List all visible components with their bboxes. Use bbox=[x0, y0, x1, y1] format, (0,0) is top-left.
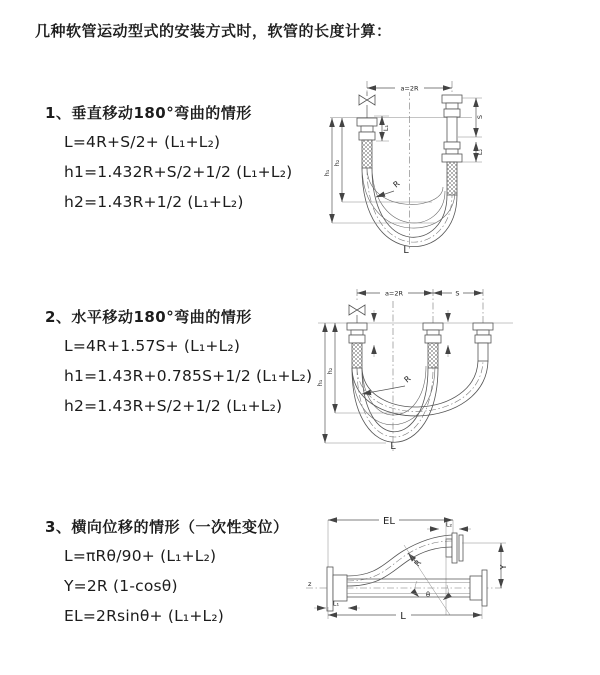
length-label: L bbox=[390, 441, 396, 452]
dim-a2r-label: a=2R bbox=[384, 289, 404, 298]
section-1-formula-h1: h1=1.432R+S/2+1/2 (L₁+L₂) bbox=[64, 163, 293, 181]
section-1-formula-L: L=4R+S/2+ (L₁+L₂) bbox=[64, 133, 221, 151]
dim-el bbox=[328, 514, 453, 567]
dim-s-label: S bbox=[455, 289, 460, 298]
middle-hose-braid bbox=[428, 343, 438, 368]
section-3-formula-L: L=πRθ/90+ (L₁+L₂) bbox=[64, 547, 217, 565]
dim-l2-label: L₂ bbox=[445, 520, 453, 529]
section-2-heading: 2、水平移动180°弯曲的情形 bbox=[45, 308, 252, 326]
dim-l1-label: L₁ bbox=[382, 124, 390, 132]
radius-callout bbox=[362, 374, 413, 394]
dim-l2 bbox=[462, 142, 484, 162]
dim-el-label: EL bbox=[383, 516, 395, 527]
dim-l1-label: L₁ bbox=[332, 599, 340, 608]
dim-h2-label: h₂ bbox=[333, 159, 341, 167]
middle-flange bbox=[423, 323, 443, 368]
section-3-formula-EL: EL=2Rsinθ+ (L₁+L₂) bbox=[64, 607, 225, 625]
dim-a2r bbox=[357, 289, 433, 298]
upper-flange bbox=[446, 533, 463, 563]
dim-l2-label: L₂ bbox=[476, 148, 484, 156]
section-3 bbox=[0, 516, 310, 631]
dim-l2 bbox=[427, 521, 471, 530]
construction-line bbox=[404, 545, 450, 615]
page-title: 几种软管运动型式的安装方式时，软管的长度计算： bbox=[35, 22, 392, 40]
right-hose-braid bbox=[447, 162, 457, 195]
section-3-heading: 3、横向位移的情形（一次性变位） bbox=[45, 518, 289, 536]
dim-s bbox=[433, 289, 483, 298]
left-hose-braid bbox=[352, 343, 362, 368]
centerlines bbox=[367, 81, 452, 251]
dim-a2r-label: a=2R bbox=[400, 84, 419, 93]
right-flange bbox=[473, 323, 493, 361]
hose-s-curve bbox=[347, 535, 452, 586]
length-label: L bbox=[403, 245, 409, 256]
valve-icon bbox=[359, 92, 375, 118]
right-flange bbox=[470, 570, 487, 606]
section-2-formula-h2: h2=1.43R+S/2+1/2 (L₁+L₂) bbox=[64, 397, 283, 415]
radius-label: R bbox=[391, 179, 402, 190]
diagram-lateral-displacement bbox=[300, 503, 600, 658]
section-3-formula-Y: Y=2R (1-cosθ) bbox=[64, 577, 178, 595]
dim-a2r bbox=[367, 84, 452, 93]
dim-l-label: L bbox=[400, 611, 406, 622]
left-hose-braid bbox=[362, 140, 372, 168]
section-2 bbox=[0, 306, 313, 421]
dim-h2-label: h₂ bbox=[326, 367, 334, 375]
centerline-mark: z bbox=[308, 580, 312, 588]
dim-h1 bbox=[323, 118, 436, 223]
dim-s-label: S bbox=[476, 114, 484, 120]
dim-l1 bbox=[314, 600, 360, 609]
section-1-heading: 1、垂直移动180°弯曲的情形 bbox=[45, 104, 252, 122]
left-flange bbox=[357, 118, 377, 140]
hose-curves-wide bbox=[352, 361, 488, 416]
right-pipe-assembly bbox=[442, 95, 462, 195]
section-2-formula-h1: h1=1.43R+0.785S+1/2 (L₁+L₂) bbox=[64, 367, 313, 385]
radius-label: R bbox=[402, 374, 413, 385]
dim-l bbox=[328, 606, 482, 622]
section-1 bbox=[0, 102, 310, 217]
valve-icon bbox=[349, 305, 365, 323]
diagram-vertical-180-bend bbox=[310, 75, 600, 260]
section-2-formula-L: L=4R+1.57S+ (L₁+L₂) bbox=[64, 337, 241, 355]
diagram-horizontal-180-bend bbox=[308, 283, 600, 455]
dim-h1-label: h₁ bbox=[323, 169, 331, 177]
left-flange bbox=[347, 323, 367, 368]
radius-callout bbox=[408, 553, 423, 568]
section-1-formula-h2: h2=1.43R+1/2 (L₁+L₂) bbox=[64, 193, 244, 211]
radius-label: R bbox=[412, 558, 424, 569]
centerlines bbox=[357, 289, 483, 451]
dim-y-label: Y bbox=[499, 564, 508, 570]
dim-h1-label: h₁ bbox=[316, 379, 324, 387]
angle-theta-label: θ bbox=[425, 591, 431, 599]
